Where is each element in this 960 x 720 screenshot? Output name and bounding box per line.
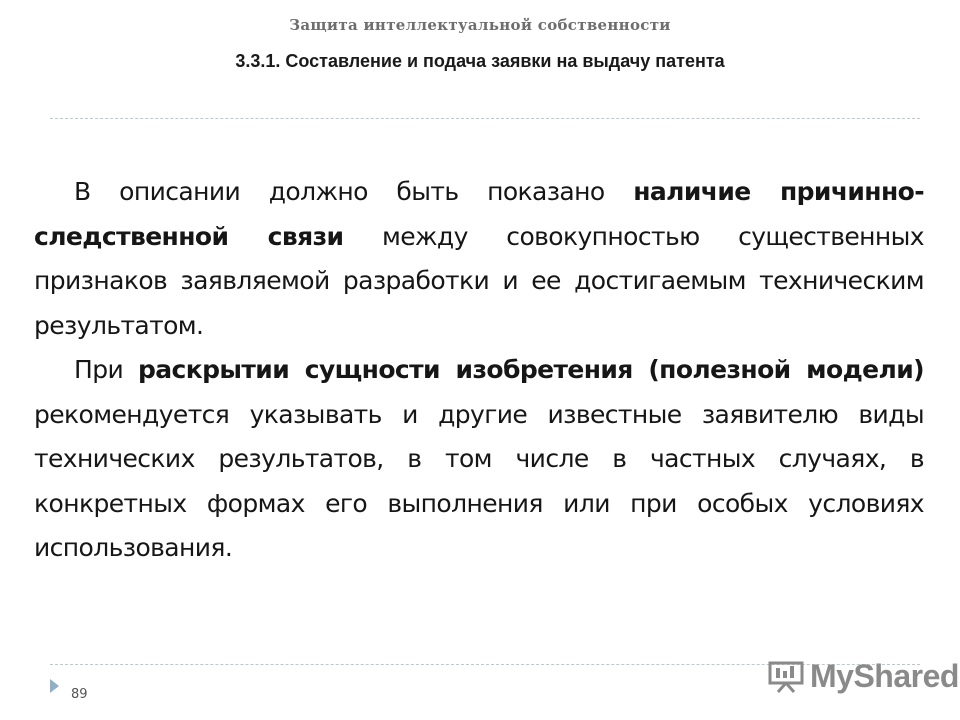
paragraph-2-emphasis: раскрытии сущности изобретения (полезной модели) <box>137 355 924 384</box>
slide-header-title: Защита интеллектуальной собственности <box>289 16 671 34</box>
watermark <box>768 652 959 700</box>
top-divider <box>50 118 920 119</box>
main-text-block <box>34 170 924 571</box>
paragraph-1-emphasis: наличие причинно-следственной связи <box>34 177 925 251</box>
paragraph-2 <box>34 348 924 571</box>
paragraph-2-text-start: При <box>74 355 138 384</box>
watermark-text: MyShared <box>810 657 959 694</box>
paragraph-2-text-end: рекомендуется указывать и другие известные заявителю виды технических результатов, в том числе в частных случаях, в конкретных формах его выполнения или при особых условиях использования. <box>34 399 924 562</box>
paragraph-1-text-start: В описании должно быть показано <box>74 177 634 206</box>
triangle-marker-icon <box>50 679 59 693</box>
page-number: 89 <box>71 687 88 702</box>
presentation-board-icon <box>768 659 804 693</box>
section-title: 3.3.1. Составление и подача заявки на выдачу патента <box>235 51 725 71</box>
paragraph-1 <box>34 170 924 348</box>
paragraph-1-text-end: между совокупностью существенных признаков заявляемой разработки и ее достигаемым техническим результатом. <box>34 221 924 340</box>
